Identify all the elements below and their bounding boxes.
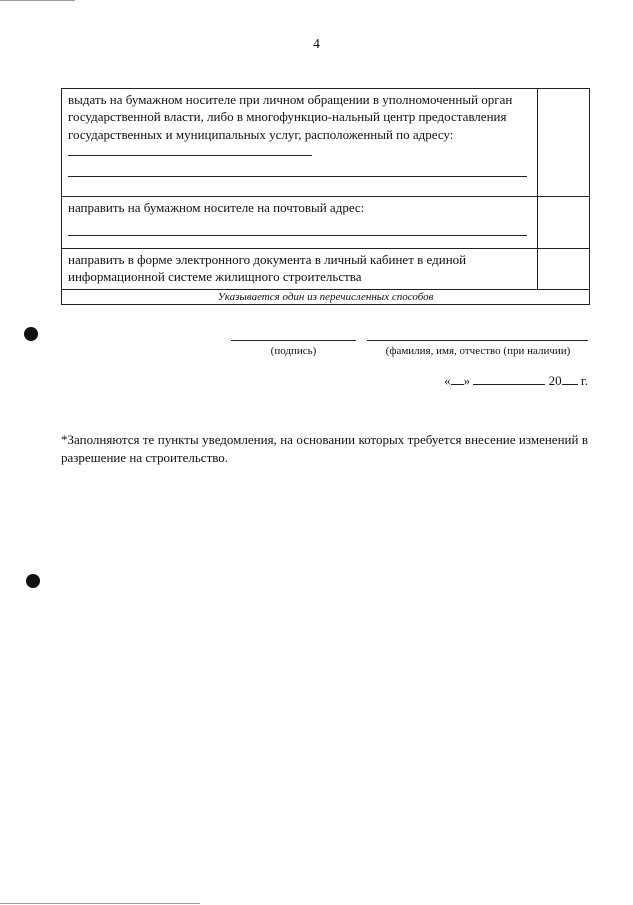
date-day-blank bbox=[451, 373, 464, 385]
delivery-options-table bbox=[61, 88, 590, 305]
date-year-suffix: г. bbox=[580, 373, 588, 388]
option-checkbox-postal[interactable] bbox=[538, 197, 589, 248]
option-checkbox-electronic[interactable] bbox=[538, 249, 589, 289]
option-cell-electronic bbox=[62, 249, 538, 289]
date-open-quote: « bbox=[444, 373, 451, 388]
punch-hole-icon bbox=[24, 327, 38, 341]
date-month-blank bbox=[473, 373, 545, 385]
date-close-quote: » bbox=[463, 373, 471, 388]
date-line bbox=[444, 373, 588, 389]
bottom-edge-rule bbox=[0, 903, 200, 904]
postal-address-blank-line bbox=[68, 235, 527, 236]
footnote: *Заполняются те пункты уведомления, на основании которых требуется внесение изменений в разрешение на строительство. bbox=[61, 432, 588, 466]
address-blank-line bbox=[68, 176, 527, 177]
option-row-electronic bbox=[62, 249, 589, 290]
option-text-in-person: выдать на бумажном носителе при личном обращении в уполномоченный орган государственной власти, либо в многофункцио-нальный центр предоставления государственных и муниципальных услуг, расположенный по адресу: bbox=[68, 92, 513, 142]
date-year-prefix: 20 bbox=[548, 373, 562, 388]
signature-line bbox=[231, 340, 356, 341]
option-cell-postal bbox=[62, 197, 538, 248]
option-cell-in-person bbox=[62, 89, 538, 196]
name-line bbox=[367, 340, 588, 341]
name-caption: (фамилия, имя, отчество (при наличии) bbox=[385, 345, 571, 357]
option-row-in-person bbox=[62, 89, 589, 197]
option-row-postal bbox=[62, 197, 589, 249]
date-year-blank bbox=[562, 373, 578, 385]
page-number: 4 bbox=[313, 37, 320, 52]
option-checkbox-in-person[interactable] bbox=[538, 89, 589, 196]
option-text-postal: направить на бумажном носителе на почтовый адрес: bbox=[68, 200, 365, 215]
punch-hole-icon bbox=[26, 574, 40, 588]
option-text-electronic: направить в форме электронного документа в личный кабинет в единой информационной системе жилищного строительства bbox=[68, 252, 467, 285]
top-edge-rule bbox=[0, 0, 75, 1]
signature-caption: (подпись) bbox=[270, 345, 317, 357]
address-fill-line bbox=[68, 143, 312, 156]
table-note: Указывается один из перечисленных способов bbox=[217, 291, 434, 303]
